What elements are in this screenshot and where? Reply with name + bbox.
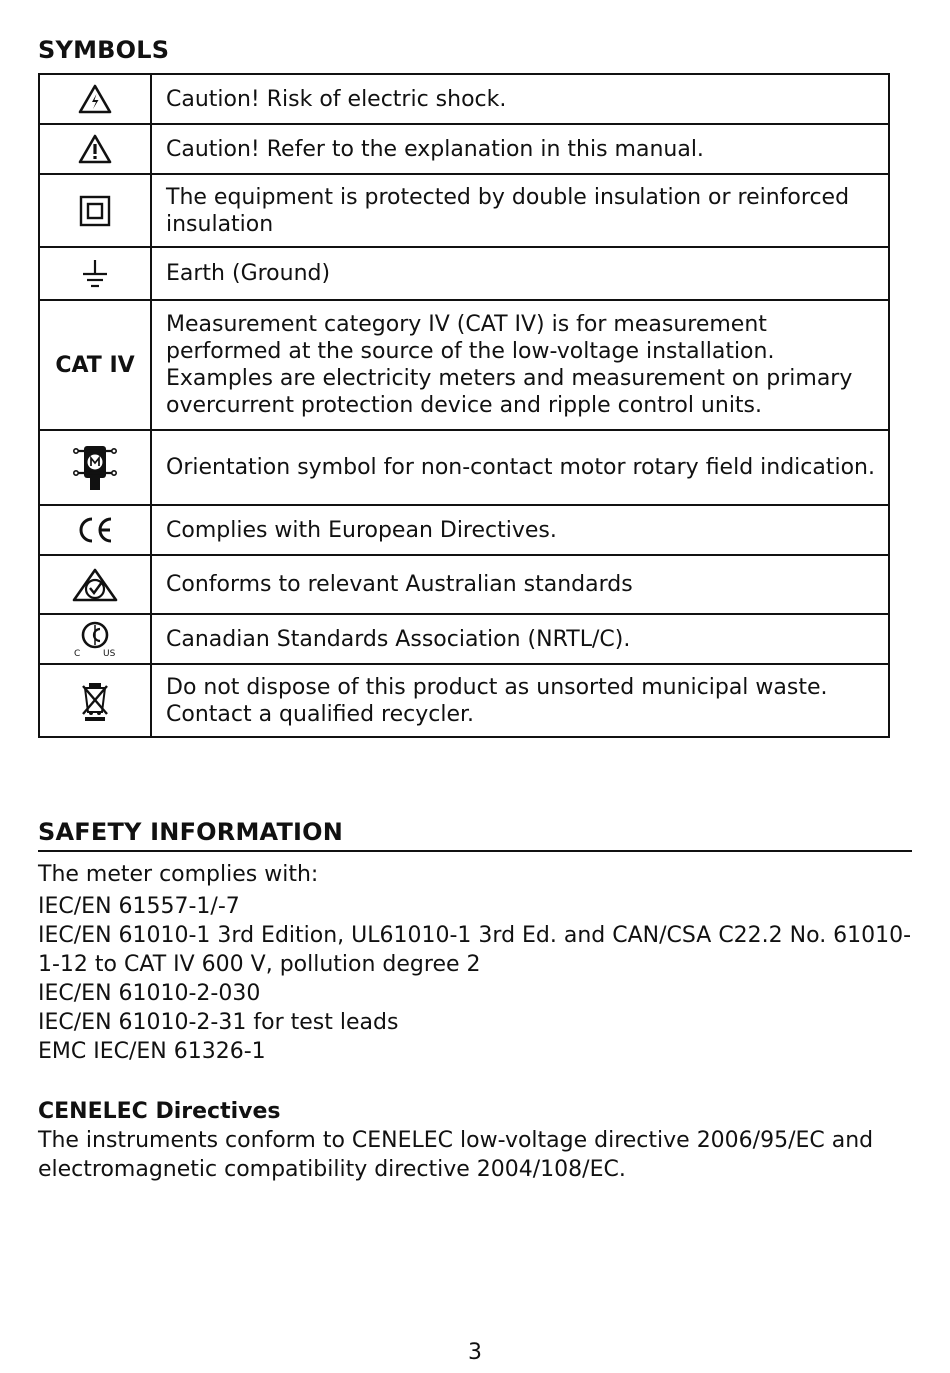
- table-row: [39, 664, 889, 737]
- list-item: EMC IEC/EN 61326-1: [38, 1039, 266, 1064]
- symbol-description: Canadian Standards Association (NRTL/C).: [151, 614, 889, 664]
- rcm-mark-icon: [72, 567, 118, 603]
- complies-intro-text: The meter complies with:: [38, 862, 319, 887]
- symbol-description: Caution! Refer to the explanation in this manual.: [151, 124, 889, 174]
- cenelec-heading: CENELEC Directives: [38, 1099, 281, 1124]
- electric-shock-warning-icon: [77, 83, 113, 115]
- weee-crossed-bin-icon: [80, 680, 110, 722]
- table-row: [39, 505, 889, 555]
- symbol-description: Measurement category IV (CAT IV) is for measurement performed at the source of the low-voltage installation. Examples are electricity meters and measurement on primary overcurrent protection device and ripple control units.: [151, 300, 889, 430]
- ce-mark-icon: [75, 515, 115, 545]
- standards-list: [38, 892, 918, 1066]
- list-item: IEC/EN 61557-1/-7: [38, 894, 240, 919]
- list-item: IEC/EN 61010-2-31 for test leads: [38, 1010, 399, 1035]
- cenelec-text: The instruments conform to CENELEC low-voltage directive 2006/95/EC and electromagnetic compatibility directive 2004/108/EC.: [38, 1128, 874, 1182]
- list-item: IEC/EN 61010-1 3rd Edition, UL61010-1 3rd Ed. and CAN/CSA C22.2 No. 61010-1-12 to CAT IV 600 V, pollution degree 2: [38, 923, 912, 977]
- earth-ground-icon: [81, 258, 109, 290]
- csa-right-label: US: [103, 649, 116, 659]
- table-row: [39, 430, 889, 505]
- table-row: [39, 555, 889, 614]
- symbol-description: Conforms to relevant Australian standards: [151, 555, 889, 614]
- csa-left-label: C: [74, 649, 81, 659]
- table-row: [39, 124, 889, 174]
- table-row: [39, 174, 889, 247]
- caution-warning-icon: [77, 133, 113, 165]
- symbols-heading: SYMBOLS: [38, 36, 170, 64]
- symbol-description: Complies with European Directives.: [151, 505, 889, 555]
- symbols-table: [38, 73, 890, 738]
- list-item: IEC/EN 61010-2-030: [38, 981, 261, 1006]
- table-row: [39, 614, 889, 664]
- double-insulation-icon: [79, 195, 111, 227]
- table-row: [39, 300, 889, 430]
- cat-iv-label: CAT IV: [55, 352, 135, 378]
- csa-mark-icon: [70, 619, 120, 659]
- symbol-description: Do not dispose of this product as unsorted municipal waste. Contact a qualified recycler.: [151, 664, 889, 737]
- symbol-description: Caution! Risk of electric shock.: [151, 74, 889, 124]
- symbol-description: The equipment is protected by double insulation or reinforced insulation: [151, 174, 889, 247]
- table-row: [39, 74, 889, 124]
- symbol-description: Orientation symbol for non-contact motor rotary field indication.: [151, 430, 889, 505]
- safety-information-heading: SAFETY INFORMATION: [38, 818, 912, 852]
- symbol-description: Earth (Ground): [151, 247, 889, 300]
- page-number: 3: [468, 1340, 482, 1365]
- table-row: [39, 247, 889, 300]
- motor-orientation-icon: [73, 443, 117, 493]
